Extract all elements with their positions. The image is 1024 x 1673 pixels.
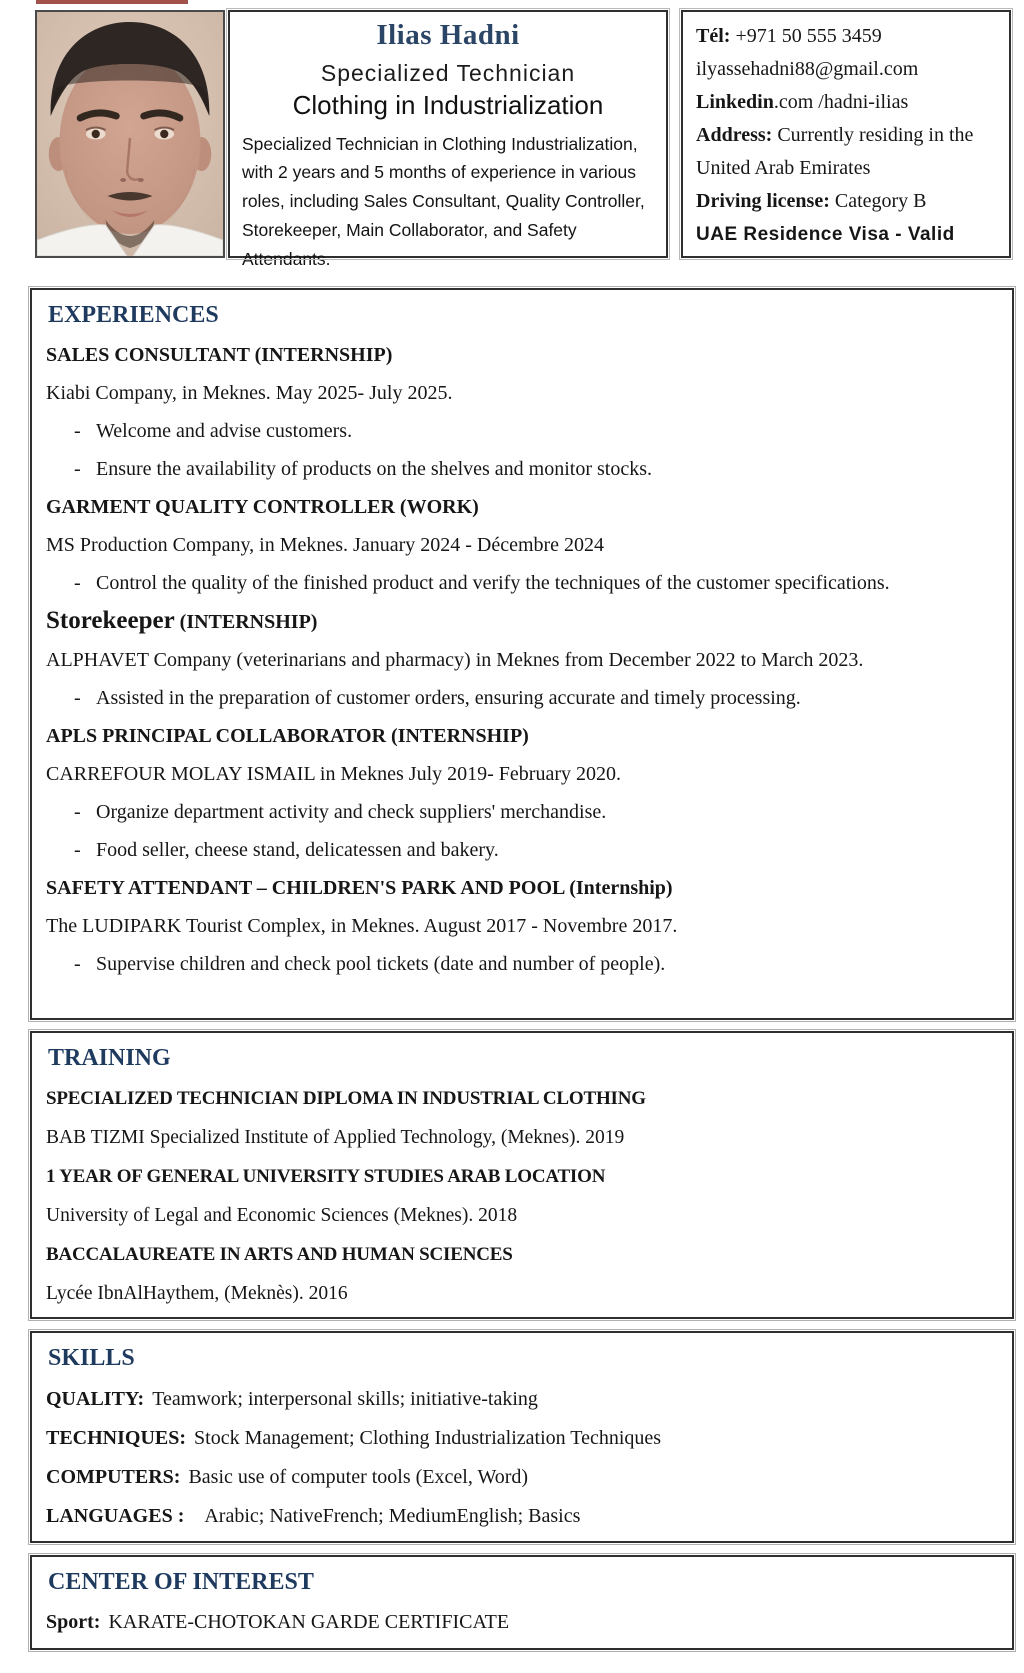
dash-marker [74, 800, 96, 824]
phone-value: +971 50 555 3459 [735, 25, 882, 47]
visa-status: UAE Residence Visa - Valid [696, 224, 955, 245]
skill-value: Teamwork; interpersonal skills; initiative-taking [152, 1388, 538, 1410]
interest-section [30, 1555, 1014, 1650]
training-degree: SPECIALIZED TECHNICIAN DIPLOMA IN INDUSTRIAL CLOTHING [46, 1088, 646, 1109]
experiences-section [30, 288, 1014, 1020]
experience-role-type: (INTERNSHIP) [179, 611, 318, 633]
email-value: ilyassehadni88@gmail.com [696, 58, 919, 80]
experience-org: Kiabi Company, in Meknes. May 2025- July 2025. [46, 382, 453, 404]
dash-marker [74, 952, 96, 976]
license-label: Driving license: [696, 190, 830, 212]
linkedin-handle: .com /hadni-ilias [773, 91, 909, 113]
skills-title: SKILLS [48, 1345, 135, 1371]
dash-marker [74, 838, 96, 862]
phone-line [696, 20, 1001, 53]
experience-role: GARMENT QUALITY CONTROLLER (WORK) [46, 496, 479, 518]
experience-org: ALPHAVET Company (veterinarians and pharmacy) in Meknes from December 2022 to March 2023. [46, 649, 864, 671]
skill-row-quality [46, 1387, 996, 1411]
linkedin-label: Linkedin [696, 91, 774, 113]
language-arabic: Arabic; Native [204, 1505, 323, 1527]
experience-role: APLS PRINCIPAL COLLABORATOR (INTERNSHIP) [46, 725, 529, 747]
top-red-strip [36, 0, 188, 4]
experience-bullet: -Ensure the availability of products on the shelves and monitor stocks. [46, 457, 996, 481]
experience-bullet: -Organize department activity and check suppliers' merchandise. [46, 800, 996, 824]
address-value: Currently residing in the United Arab Emirates [696, 124, 974, 179]
experience-bullet: -Control the quality of the finished product and verify the techniques of the customer specifications. [46, 571, 996, 595]
candidate-name: Ilias Hadni [376, 19, 520, 51]
skills-section [30, 1331, 1014, 1543]
contact-card [681, 10, 1011, 258]
training-school: BAB TIZMI Specialized Institute of Applied Technology, (Meknes). 2019 [46, 1127, 625, 1148]
experiences-title: EXPERIENCES [48, 302, 219, 328]
skill-row-techniques [46, 1426, 996, 1450]
training-entry [46, 1165, 996, 1228]
experience-entry [46, 876, 996, 976]
experience-role-main: Storekeeper [46, 607, 175, 634]
language-english: English; Basics [456, 1505, 581, 1527]
address-line [696, 119, 1001, 185]
training-school: University of Legal and Economic Sciences (Meknes). 2018 [46, 1205, 518, 1226]
profile-summary: Specialized Technician in Clothing Industrialization, with 2 years and 5 months of experience in various roles, including Sales Consultant, Quality Controller, Storekeeper, Main Collaborator, and Safety Attendants. [242, 133, 645, 269]
license-value: Category B [834, 190, 927, 212]
experience-entry [46, 724, 996, 862]
training-section [30, 1031, 1014, 1319]
sport-row [46, 1610, 996, 1634]
skill-label: TECHNIQUES: [46, 1427, 187, 1449]
header-row [0, 0, 1024, 269]
language-french: French; Medium [322, 1505, 457, 1527]
dash-marker [74, 571, 96, 595]
dash-marker [74, 419, 96, 443]
skill-value: Basic use of computer tools (Excel, Word) [188, 1466, 529, 1488]
sport-value: KARATE-CHOTOKAN GARDE CERTIFICATE [108, 1611, 510, 1633]
dash-marker [74, 457, 96, 481]
skill-row-languages [46, 1504, 996, 1528]
interest-title: CENTER OF INTEREST [48, 1569, 314, 1595]
training-degree: BACCALAUREATE IN ARTS AND HUMAN SCIENCES [46, 1244, 513, 1265]
experience-org: MS Production Company, in Meknes. January 2024 - Décembre 2024 [46, 534, 605, 556]
skill-value: Stock Management; Clothing Industrialization Techniques [194, 1427, 662, 1449]
experience-bullet: -Supervise children and check pool tickets (date and number of people). [46, 952, 996, 976]
experience-org: The LUDIPARK Tourist Complex, in Meknes. August 2017 - Novembre 2017. [46, 915, 678, 937]
dash-marker [74, 686, 96, 710]
email-line [696, 53, 1001, 86]
phone-label: Tél: [696, 25, 731, 47]
candidate-title-line1: Specialized Technician [320, 59, 576, 86]
experience-bullet: -Welcome and advise customers. [46, 419, 996, 443]
sport-label: Sport: [46, 1611, 101, 1633]
address-label: Address: [696, 124, 773, 146]
skill-row-computers [46, 1465, 996, 1489]
training-degree: 1 YEAR OF GENERAL UNIVERSITY STUDIES ARAB LOCATION [46, 1166, 606, 1187]
portrait-illustration [37, 12, 223, 256]
training-entry [46, 1243, 996, 1306]
experience-bullet: -Food seller, cheese stand, delicatessen and bakery. [46, 838, 996, 862]
experience-role: SALES CONSULTANT (INTERNSHIP) [46, 344, 393, 366]
experience-org: CARREFOUR MOLAY ISMAIL in Meknes July 2019- February 2020. [46, 763, 621, 785]
experience-role [46, 609, 996, 634]
candidate-title-line2: Clothing in Industrialization [292, 89, 604, 120]
linkedin-line [696, 86, 1001, 119]
experience-entry [46, 343, 996, 481]
training-title: TRAINING [48, 1045, 171, 1071]
training-entry [46, 1087, 996, 1150]
skill-label: QUALITY: [46, 1388, 145, 1410]
skill-label: LANGUAGES : [46, 1505, 185, 1527]
experience-bullet: -Assisted in the preparation of customer orders, ensuring accurate and timely processing. [46, 686, 996, 710]
experience-entry [46, 609, 996, 710]
experience-role: SAFETY ATTENDANT – CHILDREN'S PARK AND POOL (Internship) [46, 877, 673, 899]
profile-photo [35, 10, 225, 258]
training-school: Lycée IbnAlHaythem, (Meknès). 2016 [46, 1283, 348, 1304]
license-line [696, 185, 1001, 218]
experience-entry [46, 495, 996, 595]
title-card [228, 10, 668, 269]
skill-label: COMPUTERS: [46, 1466, 181, 1488]
